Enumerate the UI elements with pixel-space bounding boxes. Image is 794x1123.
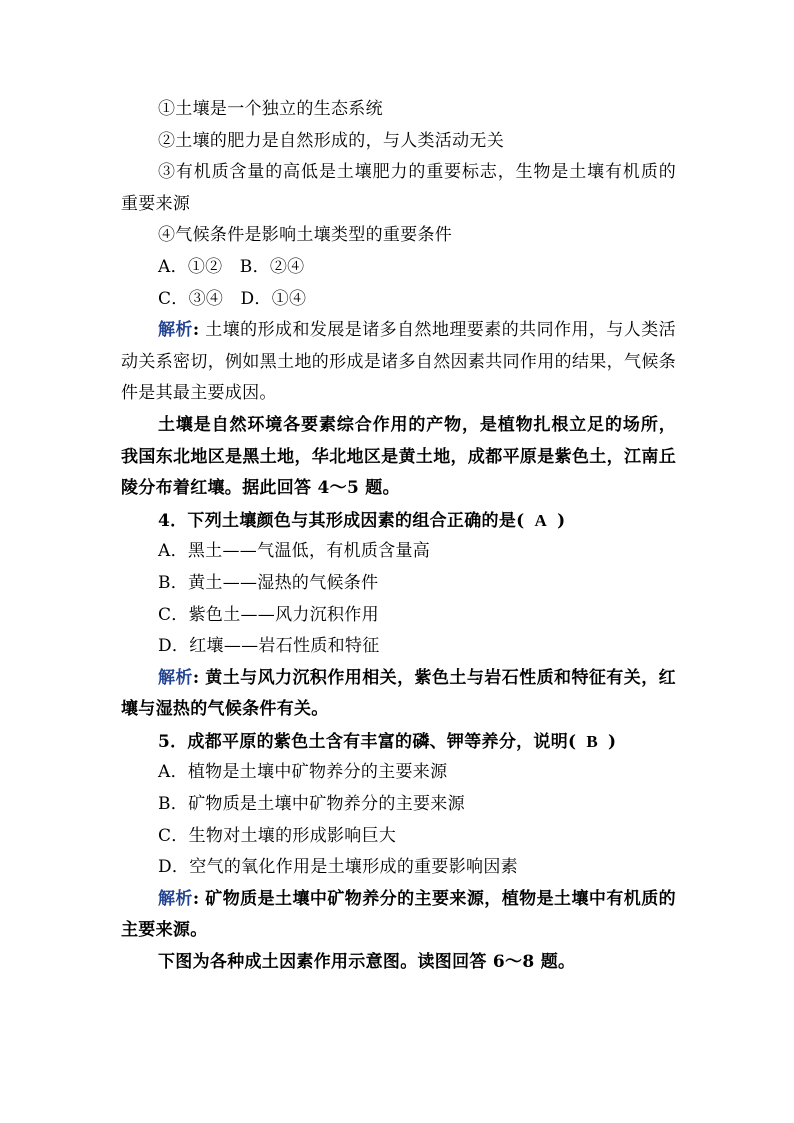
q3-analysis-text: 土壤的形成和发展是诸多自然地理要素的共同作用，与人类活动关系密切，例如黑土地的形成是诸多自然因素共同作用的结果，气候条件是其最主要成因。 xyxy=(121,320,676,404)
document-page xyxy=(121,94,676,979)
q4-option-d: D．红壤——岩石性质和特征 xyxy=(158,636,380,657)
q4-stem: 4．下列土壤颜色与其形成因素的组合正确的是( A ) xyxy=(158,510,566,531)
q4-analysis: 解析: 黄土与风力沉积作用相关，紫色土与岩石性质和特征有关，红壤与湿热的气候条件有关。 xyxy=(121,667,676,720)
q5-answer: B xyxy=(586,731,599,751)
q4-option-c: C．紫色土——风力沉积作用 xyxy=(158,604,379,625)
q5-analysis: 解析: 矿物质是土壤中矿物养分的主要来源，植物是土壤中有机质的主要来源。 xyxy=(121,888,676,941)
statement-1: ①土壤是一个独立的生态系统 xyxy=(158,99,383,119)
statement-2: ②土壤的肥力是自然形成的，与人类活动无关 xyxy=(158,130,504,151)
q3-option-row-1: A．①② B．②④ xyxy=(158,256,305,277)
analysis-label: 解析 xyxy=(158,888,193,909)
q4-option-a: A．黑土——气温低，有机质含量高 xyxy=(158,541,431,562)
q5-analysis-text: 矿物质是土壤中矿物养分的主要来源，植物是土壤中有机质的主要来源。 xyxy=(121,888,676,941)
q5-option-d: D．空气的氧化作用是土壤形成的重要影响因素 xyxy=(158,857,518,878)
q5-option-c: C．生物对土壤的形成影响巨大 xyxy=(158,825,397,846)
q5-option-b: B．矿物质是土壤中矿物养分的主要来源 xyxy=(158,794,465,815)
statement-3: ③有机质含量的高低是土壤肥力的重要标志，生物是土壤有机质的重要来源 xyxy=(121,162,676,214)
q4-option-b: B．黄土——湿热的气候条件 xyxy=(158,572,379,593)
intro-6-8: 下图为各种成土因素作用示意图。读图回答 6～8 题。 xyxy=(158,952,576,973)
analysis-label: 解析 xyxy=(158,667,193,688)
q4-answer: A xyxy=(534,510,548,530)
q5-stem: 5．成都平原的紫色土含有丰富的磷、钾等养分，说明( B ) xyxy=(158,731,617,752)
q4-analysis-text: 黄土与风力沉积作用相关，紫色土与岩石性质和特征有关，红壤与湿热的气候条件有关。 xyxy=(121,667,676,720)
analysis-label: 解析 xyxy=(158,320,193,341)
q3-option-row-2: C．③④ D．①④ xyxy=(158,288,307,309)
statement-4: ④气候条件是影响土壤类型的重要条件 xyxy=(158,225,453,246)
q3-analysis: 解析: 土壤的形成和发展是诸多自然地理要素的共同作用，与人类活动关系密切，例如黑土地的形成是诸多自然因素共同作用的结果，气候条件是其最主要成因。 xyxy=(121,320,676,404)
material-4-5: 土壤是自然环境各要素综合作用的产物，是植物扎根立足的场所，我国东北地区是黑土地，华北地区是黄土地，成都平原是紫色土，江南丘陵分布着红壤。据此回答 4～5 题。 xyxy=(121,414,676,499)
q5-option-a: A．植物是土壤中矿物养分的主要来源 xyxy=(158,762,448,783)
